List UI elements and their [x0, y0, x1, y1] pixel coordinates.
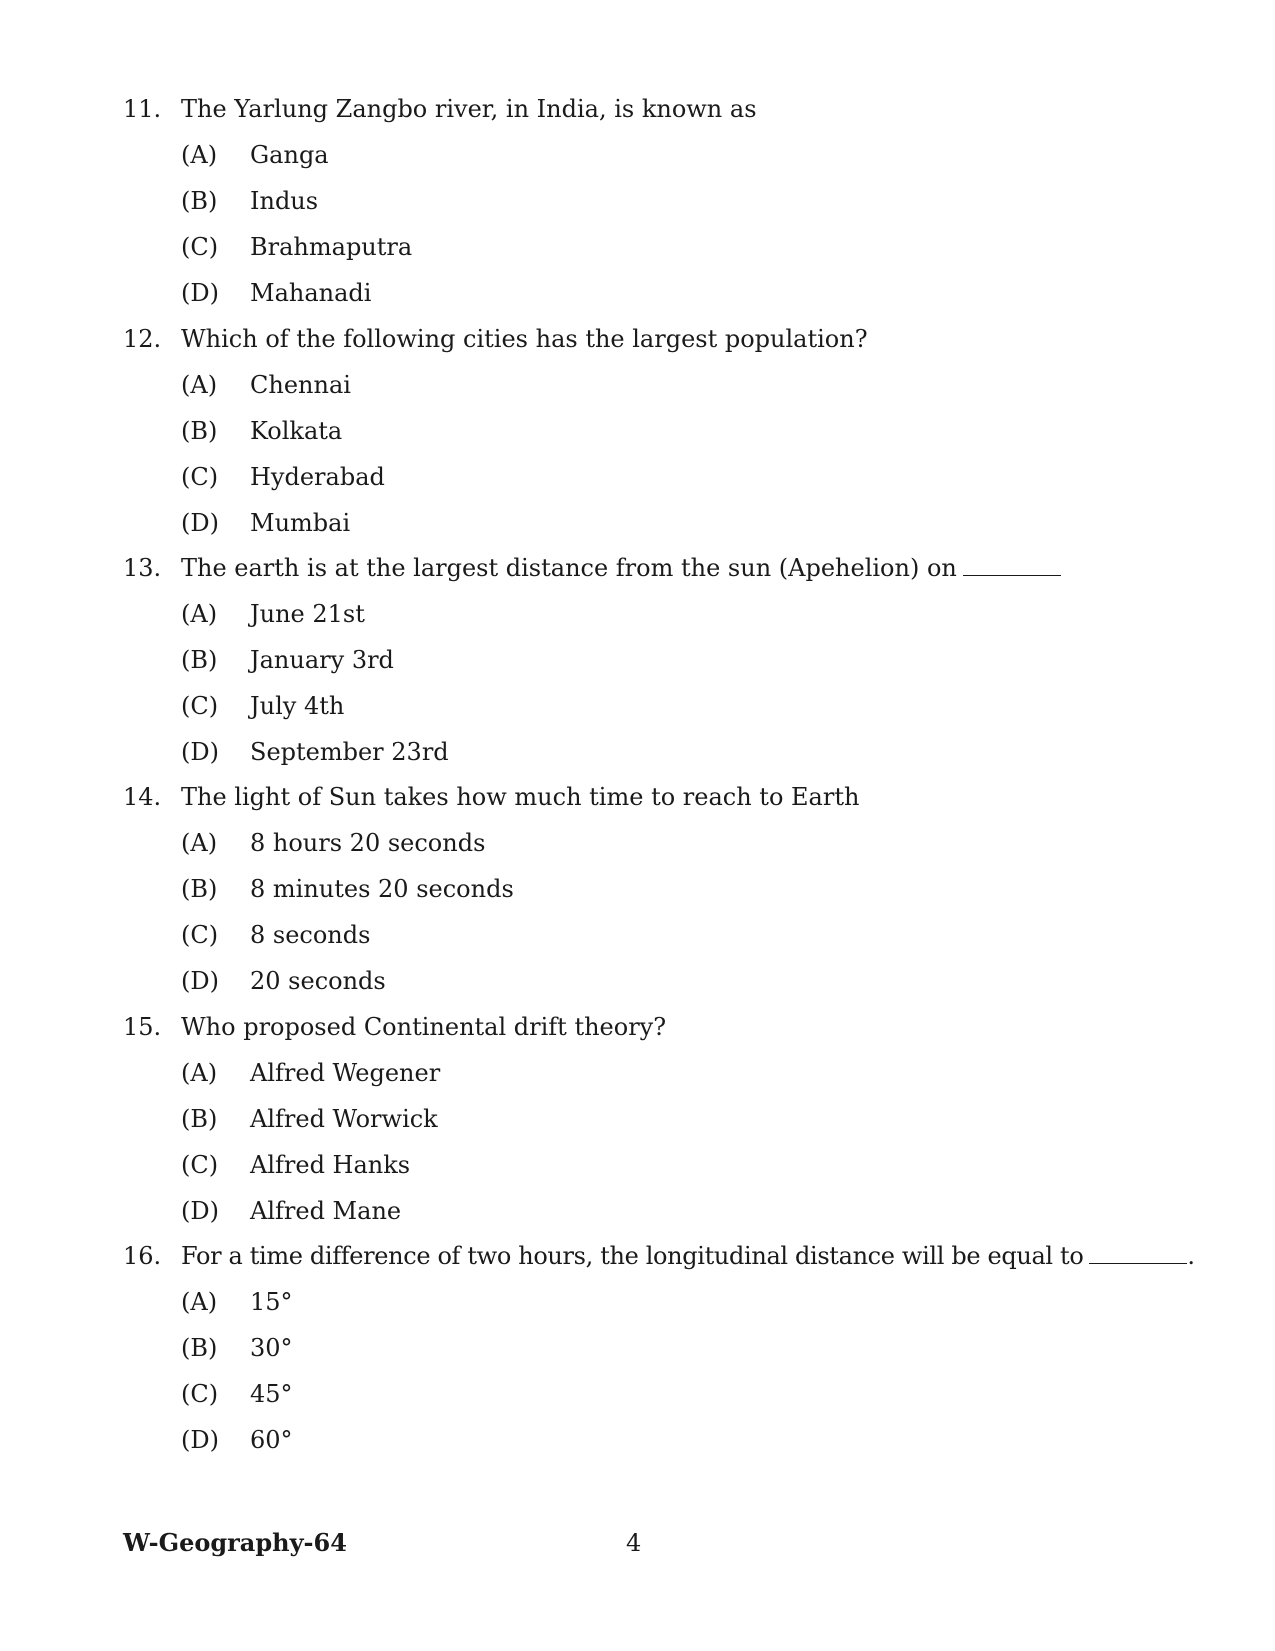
option-text: Alfred Mane [250, 1197, 402, 1225]
question-number: 11. [123, 95, 162, 123]
question-text: Which of the following cities has the largest population? [181, 325, 868, 353]
option-label: (C) [181, 1151, 219, 1179]
page-number: 4 [626, 1529, 642, 1557]
option-label: (A) [181, 600, 218, 628]
question-text: The Yarlung Zangbo river, in India, is known as [181, 95, 757, 123]
option-text: 30° [250, 1334, 293, 1362]
option-text: 8 seconds [250, 921, 371, 949]
option-label: (B) [181, 646, 218, 674]
answer-blank [1089, 1239, 1187, 1264]
option-text: Mumbai [250, 509, 351, 537]
option-label: (B) [181, 417, 218, 445]
option-label: (C) [181, 233, 219, 261]
option-label: (C) [181, 692, 219, 720]
option-text: 60° [250, 1426, 293, 1454]
question-text-line [181, 780, 859, 814]
option-text: 45° [250, 1380, 293, 1408]
option-label: (C) [181, 921, 219, 949]
option-label: (D) [181, 967, 219, 995]
option-text: Alfred Wegener [250, 1059, 441, 1087]
question-text-line [181, 1010, 666, 1044]
question-end-punctuation: . [1187, 1242, 1195, 1270]
option-label: (D) [181, 279, 219, 307]
option-text: Indus [250, 187, 319, 215]
option-label: (B) [181, 875, 218, 903]
question-text: The earth is at the largest distance from the sun (Apehelion) on [181, 554, 957, 582]
option-text: June 21st [250, 600, 365, 628]
question-text-line [181, 322, 868, 356]
question-number: 16. [123, 1242, 162, 1270]
option-text: 8 hours 20 seconds [250, 829, 486, 857]
option-text: 20 seconds [250, 967, 386, 995]
option-text: Kolkata [250, 417, 343, 445]
option-label: (A) [181, 141, 218, 169]
question-number: 14. [123, 783, 162, 811]
option-label: (B) [181, 1105, 218, 1133]
paper-code: W-Geography-64 [123, 1528, 347, 1557]
option-text: Ganga [250, 141, 329, 169]
option-text: 8 minutes 20 seconds [250, 875, 514, 903]
question-text: For a time difference of two hours, the longitudinal distance will be equal to [181, 1242, 1084, 1270]
question-text: The light of Sun takes how much time to reach to Earth [181, 783, 860, 811]
option-text: September 23rd [250, 738, 449, 766]
option-text: Mahanadi [250, 279, 372, 307]
option-text: Chennai [250, 371, 351, 399]
question-number: 15. [123, 1013, 162, 1041]
option-text: Hyderabad [250, 463, 385, 491]
option-label: (B) [181, 187, 218, 215]
option-text: July 4th [250, 692, 345, 720]
option-label: (D) [181, 509, 219, 537]
option-text: Alfred Worwick [250, 1105, 438, 1133]
option-text: Alfred Hanks [250, 1151, 411, 1179]
question-text-line [181, 551, 1061, 585]
question-text: Who proposed Continental drift theory? [181, 1013, 667, 1041]
question-number: 12. [123, 325, 162, 353]
option-text: Brahmaputra [250, 233, 413, 261]
question-text-line [181, 1239, 1195, 1273]
option-label: (D) [181, 1197, 219, 1225]
answer-blank [963, 551, 1061, 576]
question-text-line [181, 92, 757, 126]
option-label: (B) [181, 1334, 218, 1362]
option-text: January 3rd [250, 646, 394, 674]
option-label: (A) [181, 1288, 218, 1316]
question-number: 13. [123, 554, 162, 582]
option-label: (A) [181, 829, 218, 857]
option-label: (C) [181, 463, 219, 491]
option-label: (D) [181, 1426, 219, 1454]
option-text: 15° [250, 1288, 293, 1316]
option-label: (A) [181, 1059, 218, 1087]
option-label: (A) [181, 371, 218, 399]
option-label: (D) [181, 738, 219, 766]
option-label: (C) [181, 1380, 219, 1408]
